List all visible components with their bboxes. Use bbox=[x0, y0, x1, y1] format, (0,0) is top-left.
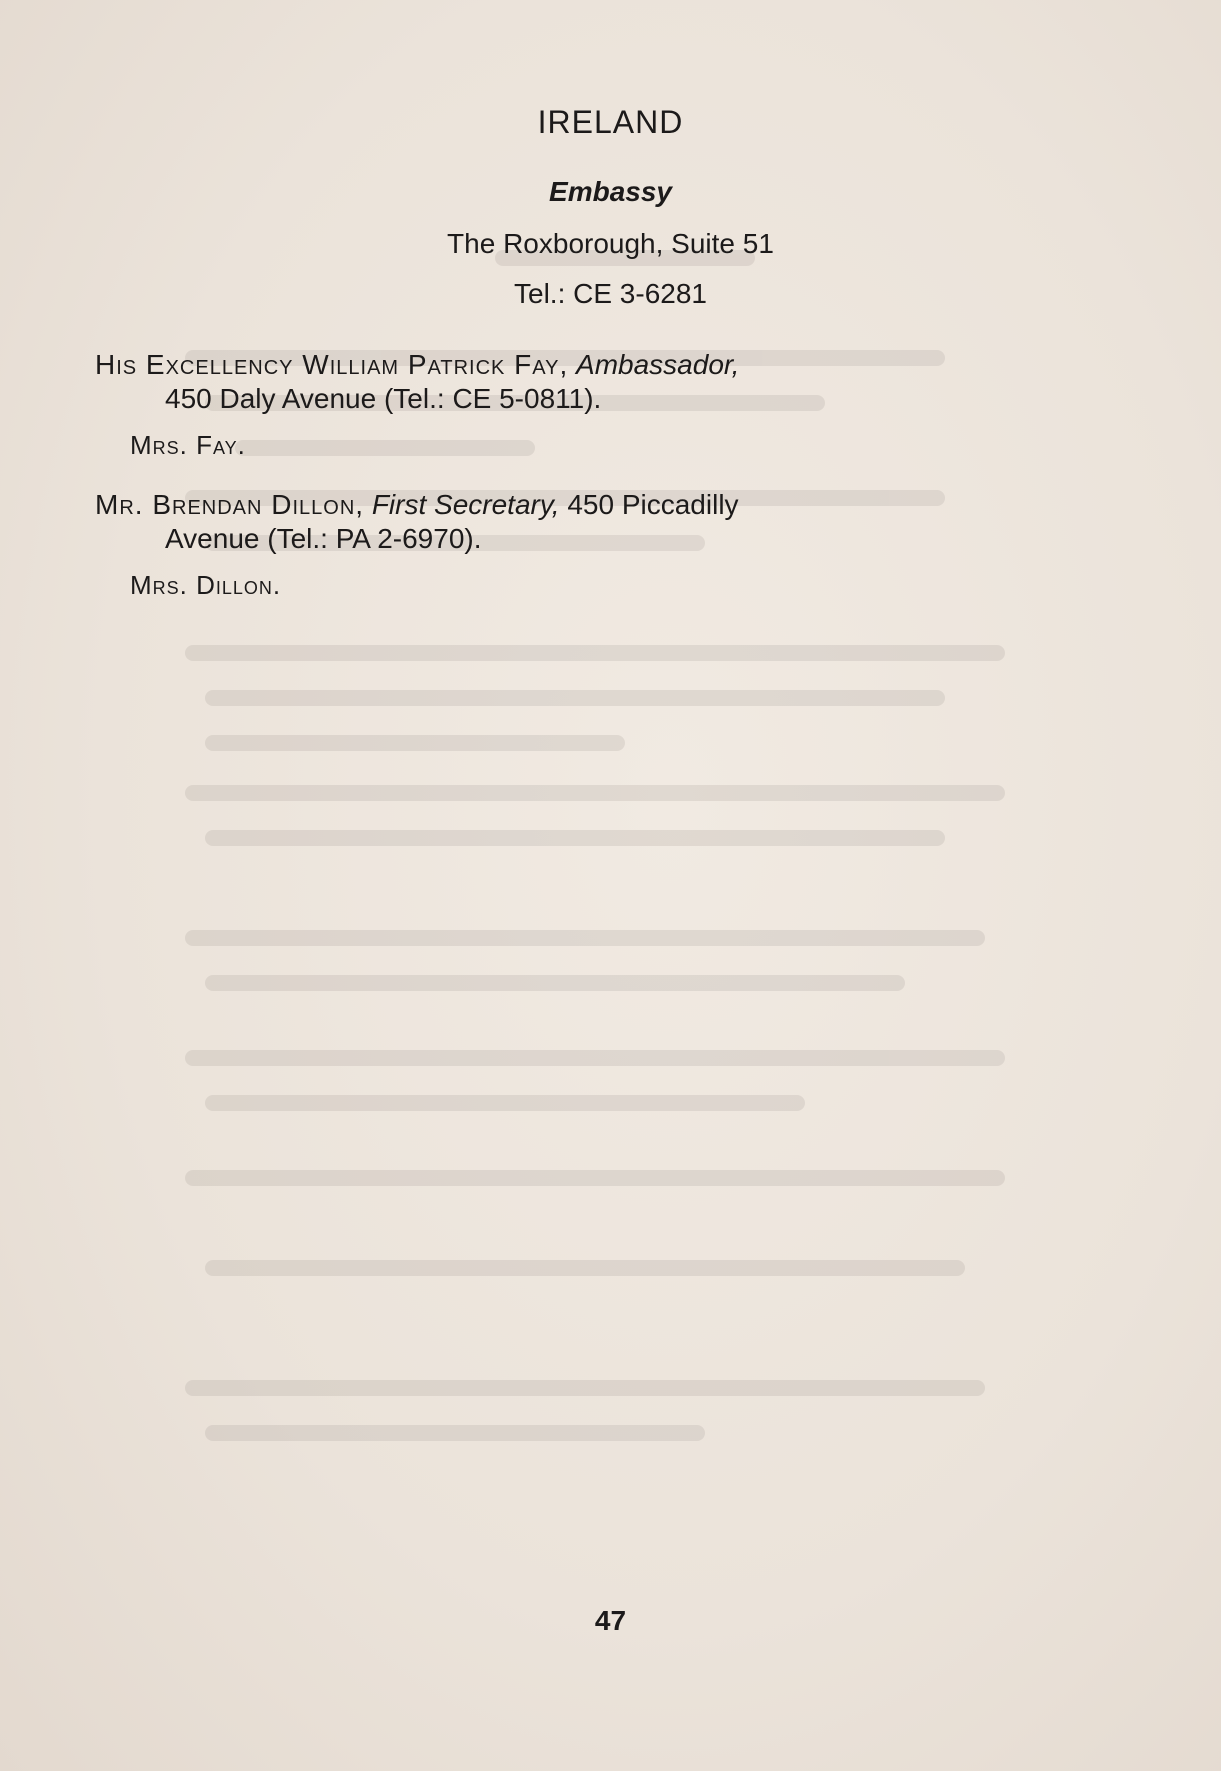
staff-entry bbox=[95, 488, 1015, 556]
staff-entry bbox=[95, 348, 1015, 416]
page-number: 47 bbox=[594, 1605, 627, 1636]
staff-address-part: Avenue (Tel.: PA 2-6970). bbox=[165, 523, 482, 554]
embassy-address: The Roxborough, Suite 51 bbox=[447, 228, 774, 259]
country-heading: IRELAND bbox=[537, 104, 684, 140]
staff-address-part: 450 Piccadilly bbox=[567, 489, 739, 520]
mission-type: Embassy bbox=[549, 176, 672, 207]
spouse-name: Mrs. Fay. bbox=[130, 430, 246, 460]
embassy-telephone: Tel.: CE 3-6281 bbox=[514, 278, 707, 309]
staff-title: Ambassador, bbox=[576, 349, 740, 380]
spouse-name: Mrs. Dillon. bbox=[130, 570, 282, 600]
staff-name: His Excellency William Patrick Fay, bbox=[95, 349, 569, 380]
staff-address: 450 Daly Avenue (Tel.: CE 5-0811). bbox=[165, 383, 602, 414]
staff-name: Mr. Brendan Dillon, bbox=[95, 489, 365, 520]
staff-title: First Secretary, bbox=[371, 489, 560, 520]
